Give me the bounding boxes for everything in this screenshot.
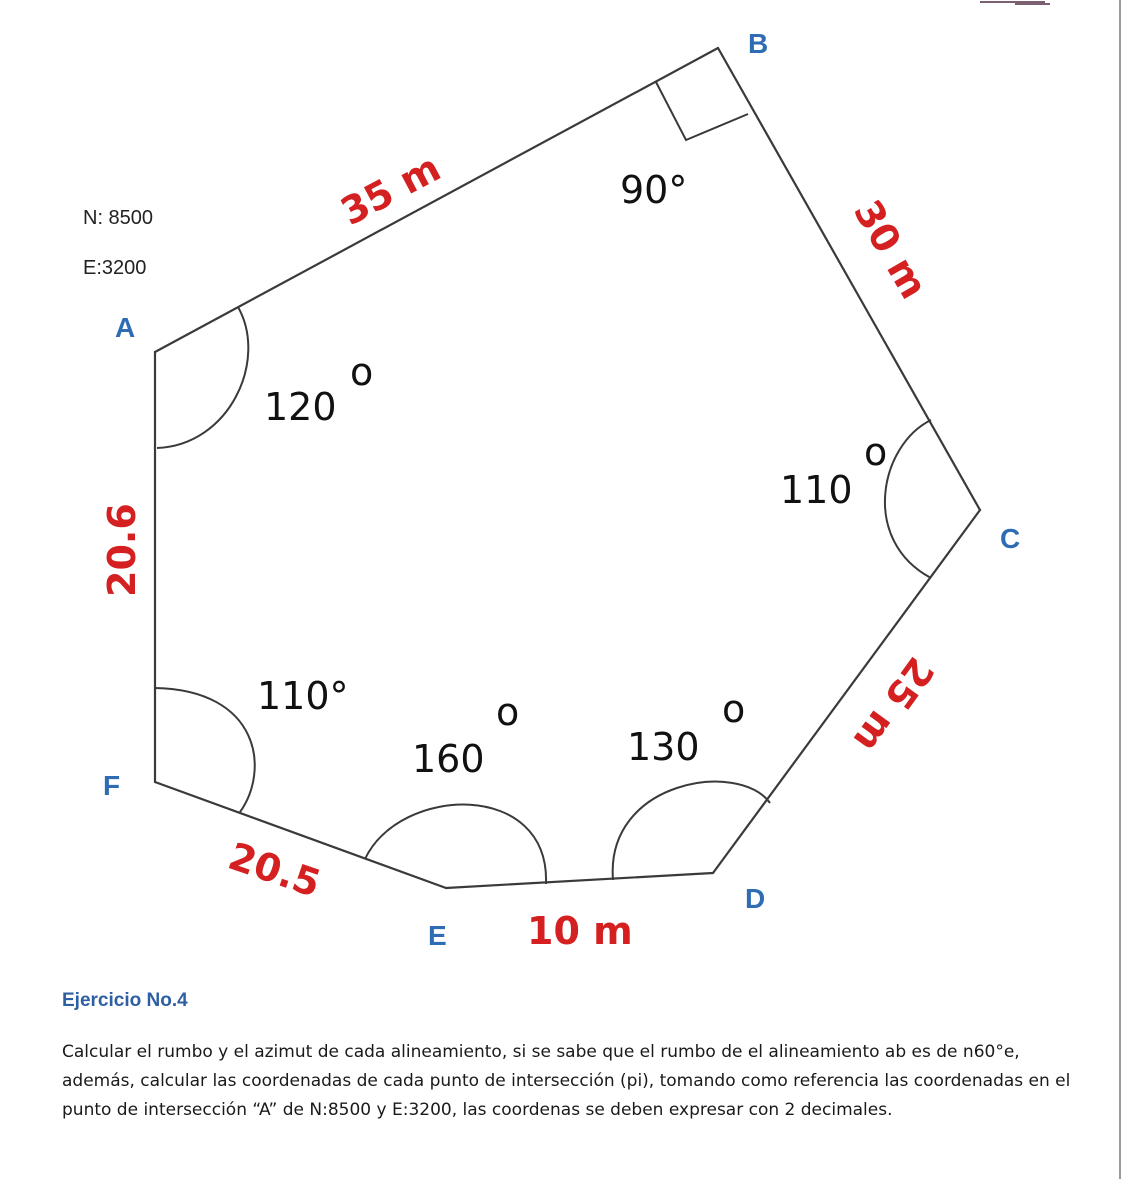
angle-arc-a <box>157 307 248 448</box>
degree-mark-d: o <box>722 687 746 731</box>
vertex-label-b: B <box>748 28 769 59</box>
angle-arc-c <box>885 420 931 578</box>
reference-north: N: 8500 <box>83 207 154 229</box>
length-ab: 35 m <box>333 145 448 234</box>
length-cd: 25 m <box>844 649 943 761</box>
angle-arc-f <box>155 688 255 812</box>
angle-value-d: 130 <box>627 725 700 769</box>
angle-value-e: 160 <box>412 737 485 781</box>
right-angle-marker-b <box>656 82 748 140</box>
edge-bc <box>718 48 980 510</box>
degree-mark-e: o <box>496 690 520 734</box>
angle-value-c: 110 <box>780 468 853 512</box>
interior-angles <box>257 168 887 781</box>
degree-mark-c: o <box>864 430 888 474</box>
length-fa: 20.6 <box>100 503 144 597</box>
edge-cd <box>713 510 980 873</box>
angle-value-f: 110° <box>257 674 349 718</box>
exercise-statement: Calcular el rumbo y el azimut de cada alineamiento, si se sabe que el rumbo de el alineamiento ab es de n60°e, además, calcular las coordenadas de cada punto de intersección (pi), tomando como referencia las coordenadas en el punto de intersección “A” de N:8500 y E:3200, las coordenas se deben expresar con 2 decimales. <box>62 1042 1071 1120</box>
length-bc: 30 m <box>845 192 937 307</box>
reference-east: E:3200 <box>83 257 147 279</box>
vertex-label-d: D <box>745 883 766 914</box>
side-lengths <box>100 145 942 953</box>
angle-value-b: 90° <box>620 168 688 212</box>
polygon-edges <box>155 48 980 888</box>
length-ef: 20.5 <box>223 833 327 907</box>
angle-arc-d <box>613 782 770 880</box>
vertex-label-c: C <box>1000 523 1021 554</box>
vertex-label-f: F <box>103 770 121 801</box>
vertex-label-e: E <box>428 920 447 951</box>
degree-mark-a: o <box>350 350 374 394</box>
vertex-label-a: A <box>115 312 136 343</box>
exercise-title: Ejercicio No.4 <box>62 990 188 1011</box>
edge-de <box>446 873 713 888</box>
angle-arc-e <box>365 805 546 884</box>
angle-value-a: 120 <box>264 385 337 429</box>
length-de: 10 m <box>527 909 633 953</box>
